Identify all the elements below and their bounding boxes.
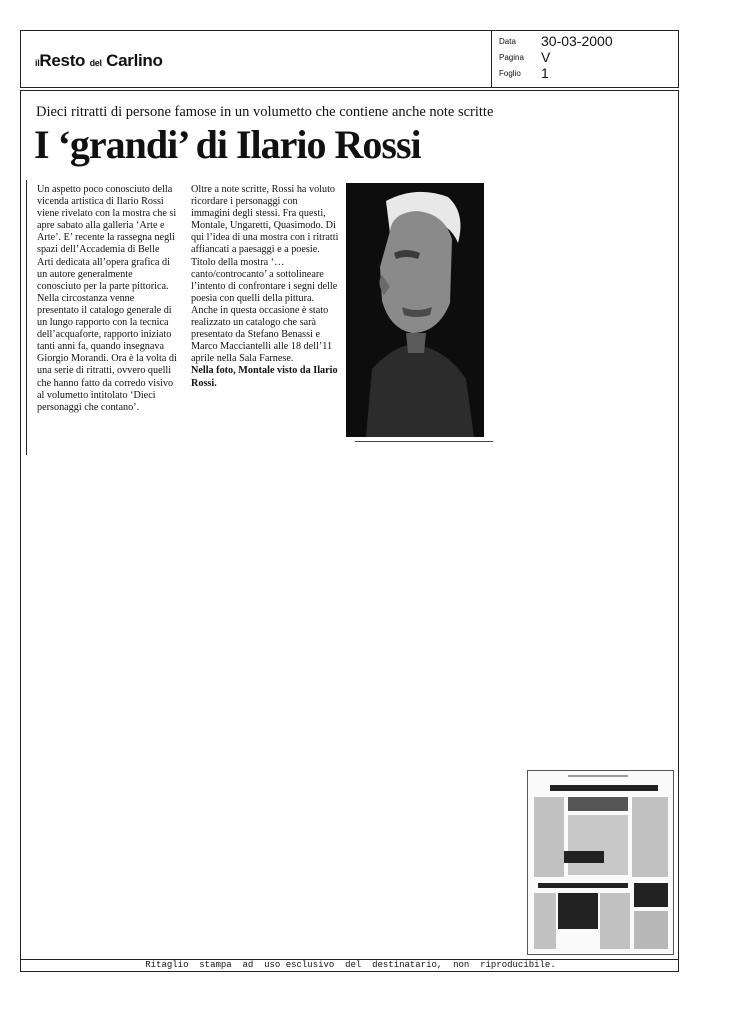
- photo-caption: Nella foto, Montale visto da Ilario Rossi.: [191, 365, 338, 389]
- sheet-label: Foglio: [499, 69, 521, 78]
- portrait-image: [346, 183, 484, 437]
- header-divider: [491, 31, 492, 87]
- page-label: Pagina: [499, 53, 524, 62]
- thumb-column: [632, 797, 668, 877]
- portrait-photo: [346, 183, 484, 437]
- thumb-title: [550, 785, 658, 791]
- thumb-box: [564, 851, 604, 863]
- thumb-column: [534, 893, 556, 949]
- article-column-2: [191, 184, 339, 390]
- header-box: [20, 30, 679, 88]
- article-paragraph: Un aspetto poco conosciuto della vicenda artistica di Ilario Rossi viene rivelato con la mostra che si apre sabato alla galleria ‘Arte e Arte’. E’ recente la rassegna negli spazi dell’Accademia di Belle Arti dedicata all’opera grafica di un autore generalmente conosciuto per la parte pittorica. Nella circostanza venne presentato il catalogo generale di un lungo rapporto con la tecnica dell’acquaforte, rapporto iniziato tanti anni fa, quando insegnava Giorgio Morandi. Ora è la volta di una serie di ritratti, ovvero quelli che hanno fatto da corredo visivo al volumetto intitolato ‘Dieci personaggi che contano’.: [37, 184, 177, 413]
- article-paragraph: Oltre a note scritte, Rossi ha voluto ricordare i personaggi con immagini degli stessi. Fra questi, Montale, Ungaretti, Quasimodo. Di qui l’idea di una mostra con i ritratti affiancati a paesaggi e a poesie. Titolo della mostra ‘…canto/controcanto’ a sottolineare l’intento di confrontare i segni delle poesia con quelli della pittura.: [191, 184, 339, 304]
- footer-box: [20, 960, 679, 972]
- sheet-value: 1: [541, 65, 549, 81]
- thumb-ad: [634, 911, 668, 949]
- article-paragraph: Anche in questa occasione è stato realizzato un catalogo che sarà presentato da Stefano Benassi e Marco Macciantelli alle 18 dell’11 aprile nella Sala Farnese.: [191, 304, 333, 365]
- article-kicker: Dieci ritratti di persone famose in un volumetto che contiene anche note scritte: [36, 104, 494, 120]
- footer-notice: Ritaglio stampa ad uso esclusivo del destinatario, non riproducibile.: [145, 960, 556, 970]
- page-value: V: [541, 49, 551, 65]
- thumb-column: [600, 893, 630, 949]
- article-headline: I ‘grandi’ di Ilario Rossi: [34, 122, 421, 167]
- page-thumbnail: [527, 770, 674, 955]
- date-label: Data: [499, 37, 516, 46]
- photo-rule: [355, 441, 493, 442]
- article-column-1: [37, 184, 177, 414]
- masthead-logo: ilResto del Carlino: [35, 51, 163, 70]
- thumb-photo: [568, 797, 628, 811]
- date-value: 30-03-2000: [541, 33, 613, 49]
- thumb-title: [538, 883, 628, 888]
- column-rule: [26, 180, 27, 455]
- thumb-ad: [634, 883, 668, 907]
- thumb-photo: [558, 893, 598, 929]
- thumb-line: [568, 775, 628, 777]
- thumb-column: [568, 815, 628, 875]
- thumb-column: [534, 797, 564, 877]
